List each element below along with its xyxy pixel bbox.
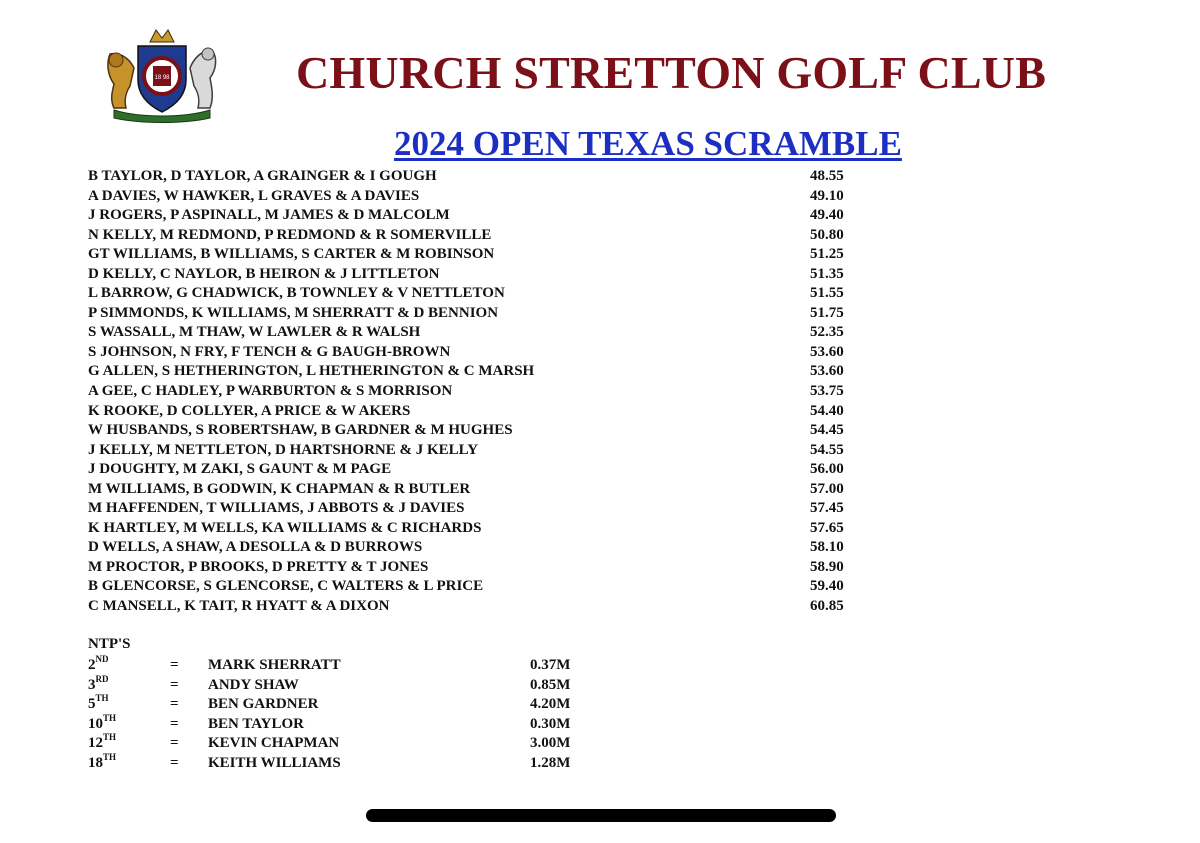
ntp-winner-name: MARK SHERRATT <box>208 657 341 673</box>
team-names: J DOUGHTY, M ZAKI, S GAUNT & M PAGE <box>88 461 392 478</box>
team-names: M HAFFENDEN, T WILLIAMS, J ABBOTS & J DAVIES <box>88 500 465 517</box>
ntp-row <box>88 695 608 715</box>
team-names: G ALLEN, S HETHERINGTON, L HETHERINGTON & C MARSH <box>88 363 535 380</box>
team-names: S WASSALL, M THAW, W LAWLER & R WALSH <box>88 324 421 341</box>
ntp-distance: 0.37M <box>530 657 571 673</box>
ntp-distance: 0.30M <box>530 715 571 732</box>
ntp-equals-sign: = <box>170 715 179 732</box>
ntp-hole-number: 12 <box>88 735 103 752</box>
result-row <box>88 265 868 285</box>
ntp-winner-name: BEN TAYLOR <box>208 715 305 732</box>
home-indicator-bar[interactable] <box>366 809 836 822</box>
team-score: 57.65 <box>810 519 844 536</box>
team-score: 59.40 <box>810 578 844 595</box>
ntp-distance: 3.00M <box>530 735 571 752</box>
results-table <box>88 167 868 617</box>
team-names: D KELLY, C NAYLOR, B HEIRON & J LITTLETON <box>88 265 440 282</box>
ntp-distance: 1.28M <box>530 754 571 771</box>
team-score: 49.10 <box>810 187 844 204</box>
team-names: K ROOKE, D COLLYER, A PRICE & W AKERS <box>88 402 411 419</box>
team-names: N KELLY, M REDMOND, P REDMOND & R SOMERVILLE <box>88 226 492 243</box>
team-score: 53.60 <box>810 343 844 360</box>
team-score: 49.40 <box>810 207 844 224</box>
result-row <box>88 558 868 578</box>
result-row <box>88 284 868 304</box>
result-row <box>88 245 868 265</box>
team-names: J ROGERS, P ASPINALL, M JAMES & D MALCOLM <box>88 207 450 224</box>
team-names: S JOHNSON, N FRY, F TENCH & G BAUGH-BROWN <box>88 343 451 360</box>
ntp-equals-sign: = <box>170 657 179 673</box>
team-names: K HARTLEY, M WELLS, KA WILLIAMS & C RICHARDS <box>88 519 482 536</box>
ntp-hole <box>88 734 116 754</box>
team-names: B GLENCORSE, S GLENCORSE, C WALTERS & L PRICE <box>88 578 484 595</box>
event-title: 2024 OPEN TEXAS SCRAMBLE <box>394 124 902 163</box>
ntp-equals-sign: = <box>170 754 179 771</box>
result-row <box>88 304 868 324</box>
result-row <box>88 577 868 597</box>
result-row <box>88 421 868 441</box>
result-row <box>88 226 868 246</box>
result-row <box>88 538 868 558</box>
team-score: 48.55 <box>810 168 844 184</box>
ntp-winner-name: KEVIN CHAPMAN <box>208 735 340 752</box>
team-names: P SIMMONDS, K WILLIAMS, M SHERRATT & D BENNION <box>88 304 499 321</box>
team-names: GT WILLIAMS, B WILLIAMS, S CARTER & M ROBINSON <box>88 246 495 263</box>
ntp-equals-sign: = <box>170 735 179 752</box>
team-score: 60.85 <box>810 598 844 615</box>
team-names: L BARROW, G CHADWICK, B TOWNLEY & V NETTLETON <box>88 285 505 302</box>
team-score: 58.10 <box>810 539 844 556</box>
ntp-winner-name: KEITH WILLIAMS <box>208 754 341 771</box>
team-score: 51.55 <box>810 285 844 302</box>
team-names: C MANSELL, K TAIT, R HYATT & A DIXON <box>88 598 390 615</box>
ntp-winner-name: BEN GARDNER <box>208 696 319 713</box>
ntp-row <box>88 751 608 774</box>
team-score: 57.00 <box>810 480 844 497</box>
team-score: 54.45 <box>810 422 844 439</box>
team-score: 54.55 <box>810 441 844 458</box>
team-score: 53.75 <box>810 383 844 400</box>
ntp-equals-sign: = <box>170 676 179 693</box>
ntp-winner-name: ANDY SHAW <box>208 676 299 693</box>
ntp-hole-number: 2 <box>88 657 96 673</box>
team-score: 51.35 <box>810 265 844 282</box>
result-row <box>88 499 868 519</box>
team-score: 51.75 <box>810 304 844 321</box>
result-row <box>88 362 868 382</box>
ntp-row <box>88 734 608 754</box>
club-crest-logo <box>100 24 224 124</box>
result-row <box>88 323 868 343</box>
result-row <box>88 206 868 226</box>
team-score: 53.60 <box>810 363 844 380</box>
ntp-hole-suffix: TH <box>103 712 117 723</box>
team-score: 58.90 <box>810 558 844 575</box>
ntp-equals-sign: = <box>170 696 179 713</box>
svg-text:18 98: 18 98 <box>154 75 170 81</box>
ntp-row <box>88 712 608 735</box>
ntp-hole-suffix: TH <box>95 693 109 704</box>
ntp-hole-suffix: TH <box>103 732 117 743</box>
ntp-row <box>88 673 608 696</box>
result-row <box>88 460 868 480</box>
result-row <box>88 382 868 402</box>
ntp-hole <box>88 656 109 676</box>
result-row <box>88 402 868 422</box>
team-names: W HUSBANDS, S ROBERTSHAW, B GARDNER & M HUGHES <box>88 422 513 439</box>
result-row <box>88 519 868 539</box>
ntp-hole-number: 10 <box>88 715 103 732</box>
team-score: 54.40 <box>810 402 844 419</box>
team-score: 51.25 <box>810 246 844 263</box>
result-row <box>88 597 868 617</box>
ntp-hole-number: 3 <box>88 676 96 693</box>
ntp-distance: 0.85M <box>530 676 571 693</box>
team-names: D WELLS, A SHAW, A DESOLLA & D BURROWS <box>88 539 423 556</box>
team-names: J KELLY, M NETTLETON, D HARTSHORNE & J KELLY <box>88 441 479 458</box>
team-score: 56.00 <box>810 461 844 478</box>
result-row <box>88 187 868 207</box>
result-row <box>88 343 868 363</box>
ntp-hole-suffix: TH <box>103 751 117 762</box>
ntp-list <box>88 656 608 773</box>
result-row <box>88 480 868 500</box>
ntp-hole <box>88 695 109 715</box>
team-names: A DAVIES, W HAWKER, L GRAVES & A DAVIES <box>88 187 420 204</box>
team-score: 57.45 <box>810 500 844 517</box>
ntp-hole-number: 18 <box>88 754 103 771</box>
team-names: A GEE, C HADLEY, P WARBURTON & S MORRISON <box>88 383 453 400</box>
ntp-heading: NTP'S <box>88 636 131 652</box>
ntp-distance: 4.20M <box>530 696 571 713</box>
ntp-hole-number: 5 <box>88 696 96 713</box>
club-title: CHURCH STRETTON GOLF CLUB <box>296 47 1047 98</box>
team-names: M PROCTOR, P BROOKS, D PRETTY & T JONES <box>88 558 429 575</box>
team-score: 50.80 <box>810 226 844 243</box>
ntp-hole-suffix: ND <box>95 654 109 664</box>
result-row <box>88 167 868 187</box>
team-score: 52.35 <box>810 324 844 341</box>
team-names: M WILLIAMS, B GODWIN, K CHAPMAN & R BUTLER <box>88 480 471 497</box>
team-names: B TAYLOR, D TAYLOR, A GRAINGER & I GOUGH <box>88 168 437 184</box>
ntp-hole <box>88 751 117 774</box>
ntp-row <box>88 656 608 676</box>
result-row <box>88 441 868 461</box>
ntp-hole-suffix: RD <box>95 673 109 684</box>
